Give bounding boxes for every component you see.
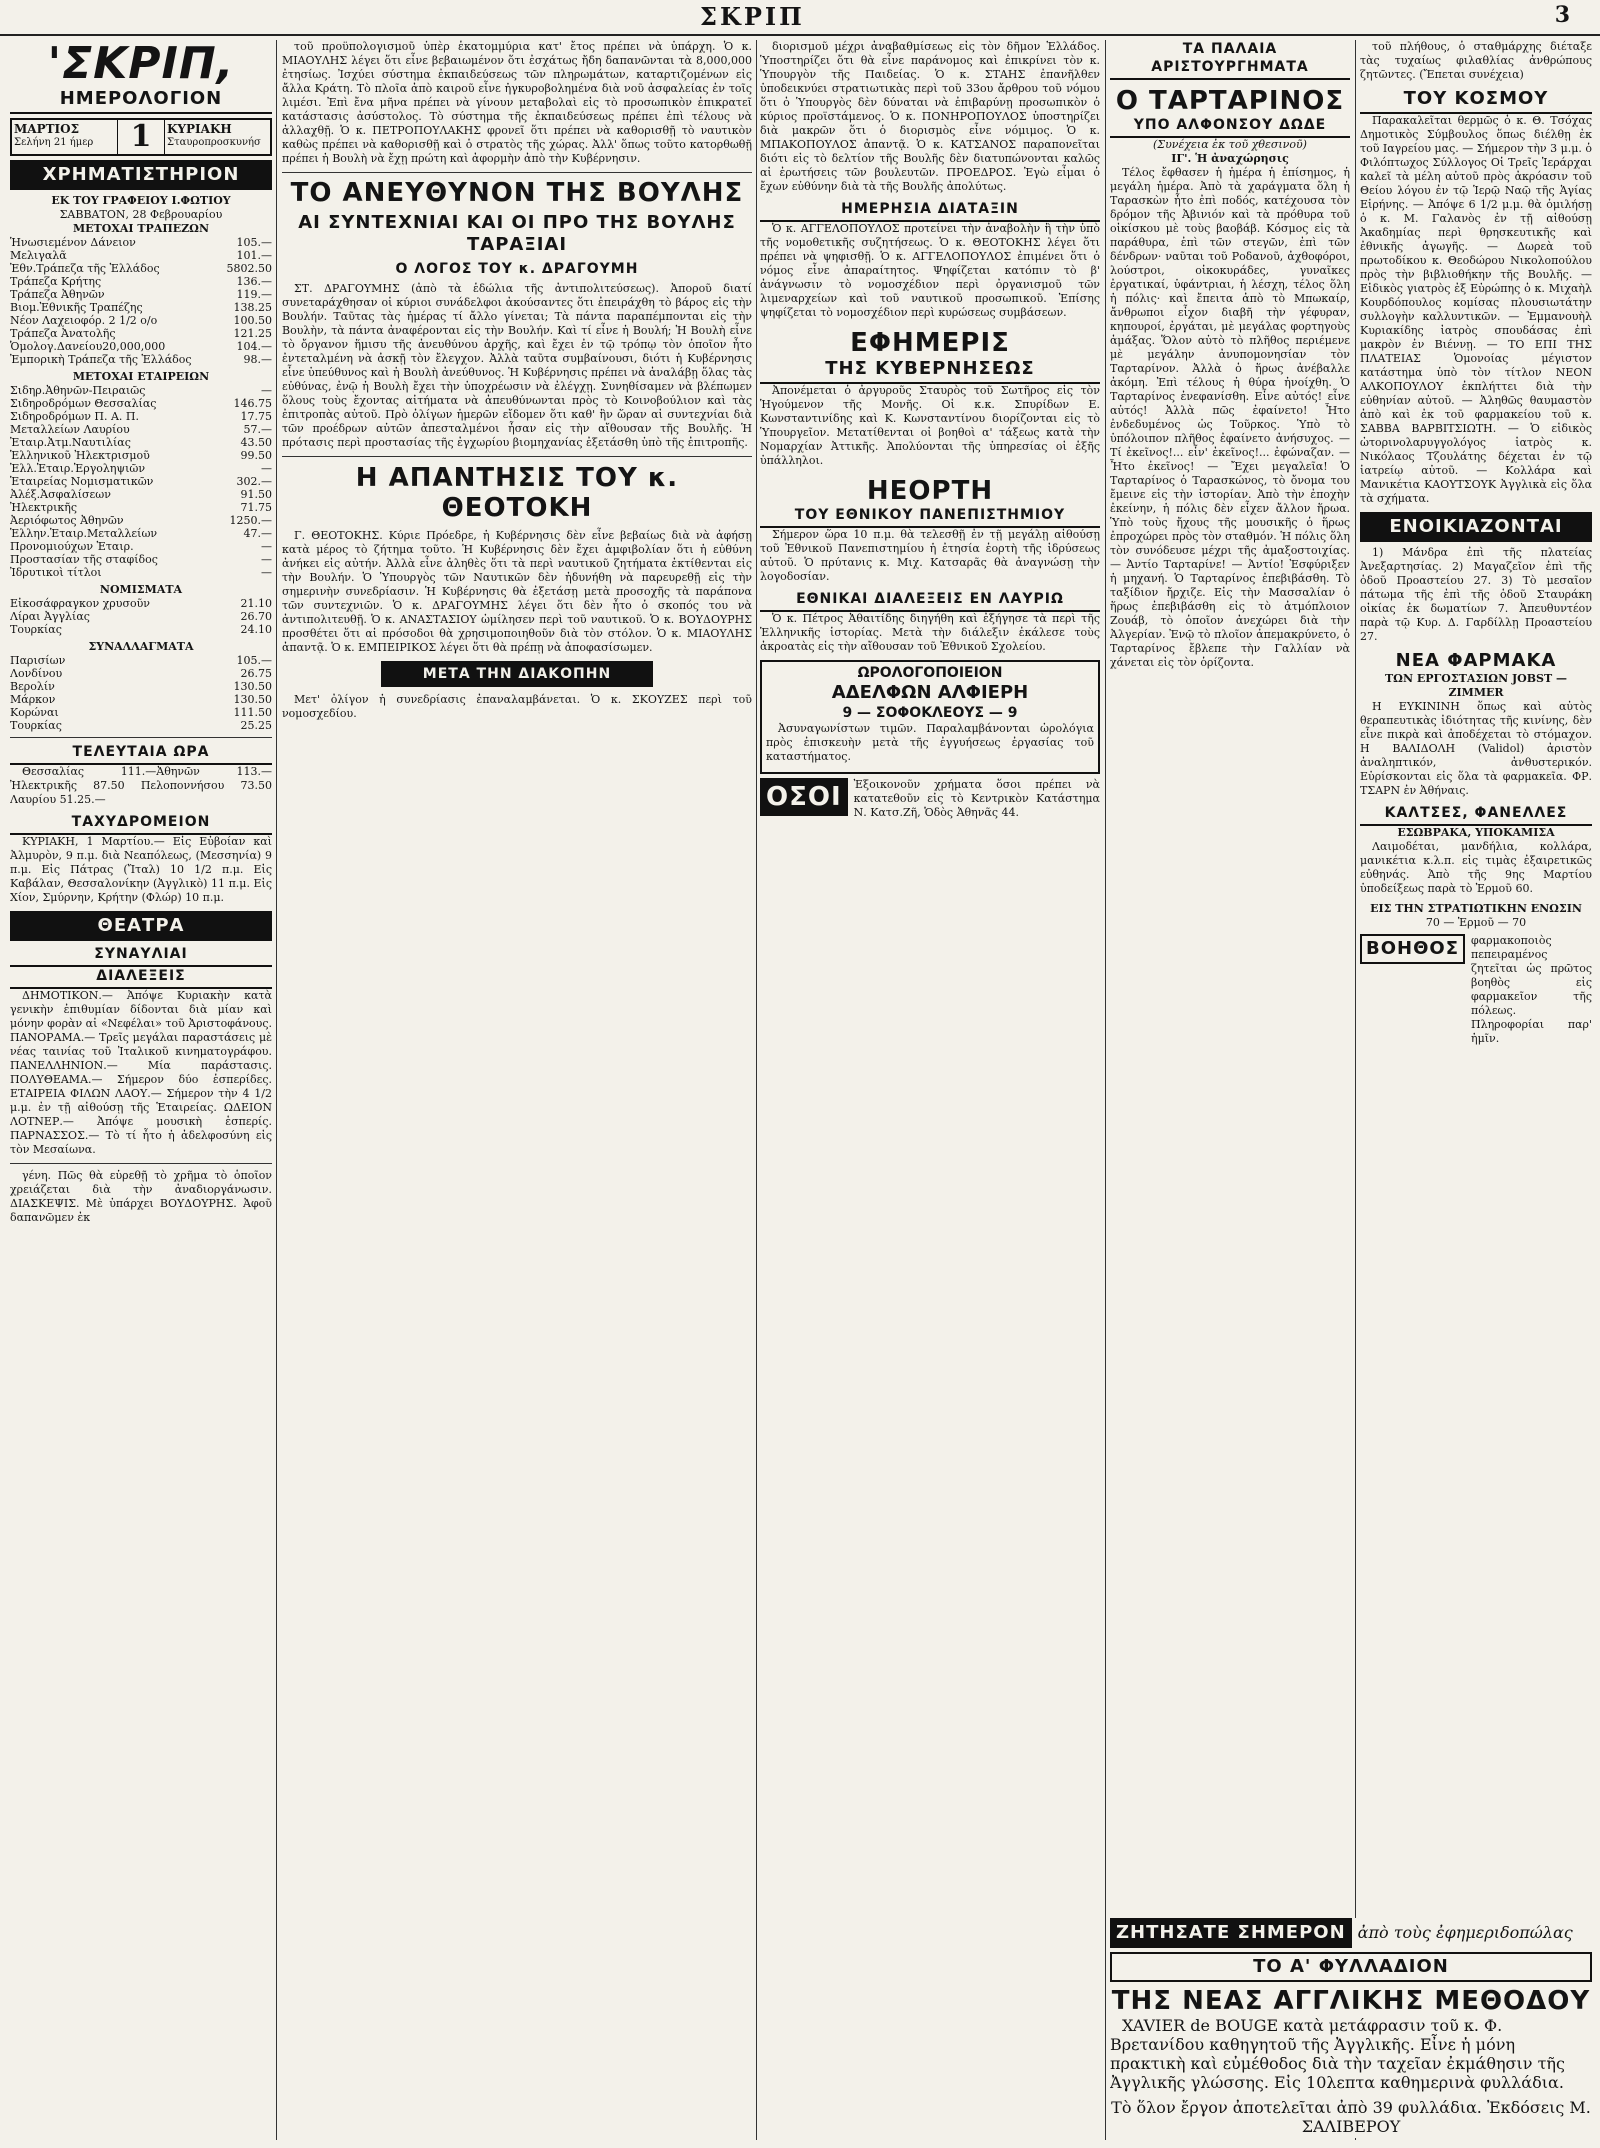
company-share-row	[10, 384, 272, 397]
agenda-heading: ΗΜΕΡΗΣΙΑ ΔΙΑΤΑΞΙΝ	[760, 200, 1100, 222]
fx-value: 105.—	[236, 654, 272, 667]
bank-share-row	[10, 314, 272, 327]
column3-top-text: διορισμοῦ μέχρι ἀναβαθμίσεως εἰς τὸν δῆμον Ἑλλάδος. Ὑποστηρίζει ὅτι θὰ εἶνε παράνομος καὶ ἐπικρίνει τὸν κ. Ὑπουργὸν τῆς Παιδείας. Ὁ κ. ΣΤΑΗΣ ἐπανῆλθεν ὑποδεικνύει στρατιωτικὰς περὶ τοῦ 33ου ἄρθρου τοῦ νόμου ὅτι ὁ Ὑπουργὸς δὲν δύναται νὰ ἐπιβαρύνῃ προσωπικὸν ὁ κύριος προϊστάμενος. Ὁ κ. ΠΟΝΗΡΟΠΟΥΛΟΣ ὑποστηρίζει διὰ μακρῶν ὅτι ὁ διορισμὸς εἶνε νόμιμος. Ὁ κ. ΜΠΑΚΟΠΟΥΛΟΣ ἀπαντᾷ. Ὁ κ. ΚΑΤΣΑΝΟΣ παραπονεῖται διότι εἰς τὸ δελτίον τῆς Βουλῆς δὲν διατυπώνονται καλῶς αἱ ἐρωτήσεις τῶν βουλευτῶν. ΠΡΟΕΔΡΟΣ. Ἐγὼ εἶμαι ὁ ἔχων εὐθύνην διὰ τὰ τῆς Βουλῆς ἀπολύτως.	[760, 40, 1100, 193]
page-number: 3	[1554, 2, 1570, 28]
english-method-publisher: Τὸ ὅλον ἔργον ἀποτελεῖται ἀπὸ 39 φυλλάδια. Ἐκδόσεις Μ. ΣΑΛΙΒΕΡΟΥ	[1111, 2098, 1591, 2136]
savings-ad-title: ΟΣΟΙ	[760, 778, 848, 816]
company-share-value: 91.50	[240, 488, 272, 501]
date-month: ΜΑΡΤΙΟΣ	[14, 122, 80, 136]
exchange-source: ΕΚ ΤΟΥ ΓΡΑΦΕΙΟΥ Ι.ΦΩΤΙΟΥ	[51, 194, 231, 207]
bank-share-label: Ἡνωσιεμένον Δάνειον	[10, 236, 136, 249]
ask-today-tail: ἀπὸ τοὺς ἐφημεριδοπώλας	[1357, 1923, 1573, 1942]
fx-row	[10, 693, 272, 706]
bank-share-label: Ἐθν.Τράπεζα τῆς Ἑλλάδος	[10, 262, 160, 275]
bank-share-label: Ὁμολογ.Δανείου20,000,000	[10, 340, 166, 353]
bank-share-row	[10, 262, 272, 275]
break-text: Μετ' ὀλίγον ἡ συνεδρίασις ἐπαναλαμβάνεται. Ὁ κ. ΣΚΟΥΖΕΣ περὶ τοῦ νομοσχεδίου.	[282, 693, 752, 720]
company-share-row	[10, 423, 272, 436]
column-rule	[1105, 40, 1106, 2140]
company-share-label: Μεταλλείων Λαυρίου	[10, 423, 130, 436]
savings-ad	[760, 778, 1100, 826]
company-share-label: Ἑλληνικοῦ Ἠλεκτρισμοῦ	[10, 449, 150, 462]
company-share-value: —	[261, 553, 272, 566]
bank-share-value: 121.25	[233, 327, 272, 340]
fx-label: Λονδίνου	[10, 667, 63, 680]
company-share-row	[10, 553, 272, 566]
company-share-value: —	[261, 462, 272, 475]
company-share-label: Ἠλεκτρικῆς	[10, 501, 78, 514]
feast-subheading: ΤΟΥ ΕΘΝΙΚΟΥ ΠΑΝΕΠΙΣΤΗΜΙΟΥ	[760, 506, 1100, 528]
theatres-heading: ΘΕΑΤΡΑ	[10, 911, 272, 941]
column5-top-text: τοῦ πλήθους, ὁ σταθμάρχης διέταξε τὰς τυχαίως φιλαθλίας ἀνθρώπους ζητῶντες. (Ἔπεται συνέχεια)	[1360, 40, 1592, 81]
fx-label: Παρισίων	[10, 654, 66, 667]
company-share-row	[10, 397, 272, 410]
company-share-row	[10, 475, 272, 488]
serial-author: ΥΠΟ ΑΛΦΟΝΣΟΥ ΔΩΔΕ	[1110, 116, 1350, 138]
company-share-label: Ἰδρυτικοὶ τίτλοι	[10, 566, 102, 579]
bank-share-row	[10, 340, 272, 353]
serial-series-heading: ΤΑ ΠΑΛΑΙΑ ΑΡΙΣΤΟΥΡΓΗΜΑΤΑ	[1110, 40, 1350, 80]
english-method-ad-header	[1110, 1918, 1592, 1948]
world-heading: ΤΟΥ ΚΟΣΜΟΥ	[1360, 88, 1592, 114]
store-address: 70 — Ἑρμοῦ — 70	[1425, 916, 1527, 929]
saint-day: Σταυροπροσκυνήσ	[167, 137, 261, 148]
coins-table	[10, 597, 272, 636]
bank-shares-table	[10, 236, 272, 366]
company-share-label: Ἑλλην.Ἑταιρ.Μεταλλείων	[10, 527, 158, 540]
company-share-label: Προστασίαν τῆς σταφίδος	[10, 553, 158, 566]
column-government	[760, 40, 1100, 2140]
assistant-ad-title: ΒΟΗΘΟΣ	[1360, 934, 1465, 964]
fx-value: 25.25	[240, 719, 272, 732]
bank-share-label: Νέον Λαχειοφόρ. 2 1/2 ο/ο	[10, 314, 158, 327]
fx-value: 130.50	[233, 693, 272, 706]
coin-row	[10, 610, 272, 623]
watchmaker-ad-name: ΑΔΕΛΦΩΝ ΑΛΦΙΕΡΗ	[831, 682, 1029, 703]
company-share-value: —	[261, 566, 272, 579]
savings-ad-text: Ἐξοικονοῦν χρήματα ὅσοι πρέπει νὰ κατατεθοῦν εἰς τὸ Κεντρικὸν Κατάστημα Ν. Κατσ.Ζῆ, Ὁδὸς Ἀθηνᾶς 44.	[853, 778, 1100, 819]
company-share-row	[10, 501, 272, 514]
masthead-title: ΣΚΡΙΠ	[700, 2, 805, 31]
company-shares-table	[10, 384, 272, 579]
fx-label: Βερολίν	[10, 680, 55, 693]
calendar-heading: ΗΜΕΡΟΛΟΓΙΟΝ	[10, 88, 272, 114]
column-rule	[756, 40, 757, 2140]
company-share-value: —	[261, 540, 272, 553]
exchange-heading: ΧΡΗΜΑΤΙΣΤΗΡΙΟΝ	[10, 160, 272, 190]
company-share-row	[10, 436, 272, 449]
bank-share-row	[10, 327, 272, 340]
speech-text: ΣΤ. ΔΡΑΓΟΥΜΗΣ (ἀπὸ τὰ ἑδώλια τῆς ἀντιπολιτεύσεως). Ἀποροῦ διατί συνεταράχθησαν οἱ κύριοι συνάδελφοι ἀκούσαντες ὅτι ἐπειράχθη τὸ βάρος εἰς τὴν Βουλήν. Ταῦτας τὰς ἡμέρας τί ἄλλο γίνεται; Τὰ πάντα παραπέμπονται εἰς τὴν Βουλὴν, τὰ πάντα ἀναφέρονται εἰς τὴν Βουλήν. Καὶ τί εἶνε ἡ Βουλή; Ἡ Βουλὴ εἶνε τὸ ὄργανον ἥμισυ τῆς ἀνευθύνου ἀρχῆς, καὶ ἔχει ἐν τῷ τρόπῳ τὸν ὁποῖον ἦτο ἐντεταλμένη νὰ ἀσκῇ τὸν ἔλεγχον. Ἀλλὰ ταῦτα συμβαίνουσι, διότι ἡ Κυβέρνησις εἶνε ὑπεύθυνος καὶ ἡ Βουλὴ ἀνεύθυνος. Ἡ Κυβέρνησις πρέπει νὰ ἀναλάβῃ ὅλας τὰς εὐθύνας, ἐνῷ ἡ Βουλὴ ἔχει τὴν ὑποχρέωσιν νὰ ἐλέγχῃ. Συνηθίσαμεν νὰ βλέπωμεν ὅλους τοὺς ἔχοντας αἰτήματα νὰ ἀπευθύνωνται πρὸς τὸ Κοινοβούλιον καὶ τὰς ἐπιτροπὰς αὐτοῦ. Πρὸ ὀλίγων ἡμερῶν εἴδομεν ὅτι καθ' ἣν ὥραν αἱ συντεχνίαι διὰ τῶν προέδρων αὐτῶν ἀπεσταλμένοι ἦσαν εἰς τὴν αἴθουσαν τῆς Βουλῆς. Ἡ πρότασις περὶ προστασίας τῆς ἐγχωρίου βιομηχανίας ἐξετάσθη ὑπὸ τῆς ἐπιτροπῆς.	[282, 282, 752, 449]
rent-heading: ΕΝΟΙΚΙΑΖΟΝΤΑΙ	[1360, 512, 1592, 542]
bank-share-value: 104.—	[236, 340, 272, 353]
exchange-date: ΣΑΒΒΑΤΟΝ, 28 Φεβρουαρίου	[59, 208, 223, 221]
date-weekday: ΚΥΡΙΑΚΗ	[167, 122, 232, 136]
feast-heading: ΗΕΟΡΤΗ	[866, 476, 994, 506]
watchmaker-ad-title: ΩΡΟΛΟΓΟΠΟΙΕΙΟΝ	[857, 665, 1003, 681]
column1-closing-text: γένη. Πῶς θὰ εὑρεθῇ τὸ χρῆμα τὸ ὁποῖον χρειάζεται διὰ τὴν ἀναδιοργάνωσιν. ΔΙΑΣΚΕΨΙΣ. Μὲ ὑπάρχει ΒΟΥΔΟΥΡΗΣ. Ἀφοῦ δαπανῶμεν ἐκ	[10, 1169, 272, 1224]
drugs-subheading: ΤΩΝ ΕΡΓΟΣΤΑΣΙΩΝ JOBST — ZIMMER	[1384, 672, 1568, 699]
company-share-label: Ἀλέξ.Ἀσφαλίσεων	[10, 488, 111, 501]
company-share-label: Ἑταιρείας Νομισματικῶν	[10, 475, 154, 488]
bank-share-value: 98.—	[243, 353, 272, 366]
column-exchange	[10, 40, 272, 2140]
coin-value: 26.70	[240, 610, 272, 623]
drugs-text: Η ΕΥΚΙΝΙΝΗ ὅπως καὶ αὐτὸς θεραπευτικὰς ἰδιότητας τῆς κινίνης, δὲν εἶνε πικρὰ καὶ ἀποδέχεται τὸ στόμαχον. Η ΒΑΛΙΔΟΛΗ (Validol) ἀριστὸν ἀναληπτικόν, ἀνθυστερικόν. Εὑρίσκονται εἰς ὅλα τὰ φαρμακεῖα. ΦΡ. ΤΣΑΡΝ ἐν Ἀθήναις.	[1360, 700, 1592, 797]
bank-share-label: Τράπεζα Ἀνατολῆς	[10, 327, 116, 340]
bank-share-value: 138.25	[233, 301, 272, 314]
company-share-row	[10, 462, 272, 475]
company-share-value: 47.—	[243, 527, 272, 540]
store-heading: ΕΙΣ ΤΗΝ ΣΤΡΑΤΙΩΤΙΚΗΝ ΕΝΩΣΙΝ	[1370, 902, 1582, 915]
english-method-ad	[1110, 1918, 1592, 2138]
world-text: Παρακαλεῖται θερμῶς ὁ κ. Θ. Τσόχας Δημοτικὸς Σύμβουλος ὅπως διέλθῃ ἐκ τοῦ Ιαγρείου μας. — Σήμερον τὴν 3 μ.μ. ὁ Φιλόπτωχος Σύλλογος Οἱ Τρεῖς Ἱεράρχαι καλεῖ τὰ μέλη αὐτοῦ πρὸς ἀκρόασιν τοῦ Θείου λόγου ἐν τῷ Ἱερῷ Ναῷ τῆς Ἁγίας Εἰρήνης. — Ἀπόψε 6 1/2 μ.μ. θὰ ὁμιλήσῃ ὁ κ. Μ. Γαλανὸς ἐν τῇ αἰθούσῃ Ἀκαδημίας περὶ θρησκευτικῆς καὶ ἐθνικῆς ἀγωγῆς. — Δωρεὰ τοῦ πρωτοδίκου κ. Θεοδώρου Νικολοπούλου πρὸς τὴν βιβλιοθήκην τῆς Βουλῆς. — Εἰδικὸς γιατρὸς ἐξ Εὐρώπης ὁ κ. Μιχαὴλ Κουρδόπουλος κομίσας πλουσιωτάτην συλλογὴν καλλυντικῶν. — Ἐμμανουὴλ Κυριακίδης ἰατρὸς σπουδάσας ἐπὶ μακρὸν ἐν Βιέννῃ. — ΤΟ ΕΠΙ ΤΗΣ ΠΛΑΤΕΙΑΣ Ὁμονοίας μέγιστον κατάστημα ὑπὸ τὸν τίτλον ΝΕΟΝ ΑΛΚΟΠΟΥΛΟΥ ἐκπλήττει διὰ τὴν εὐθηνίαν αὐτοῦ. — Ἀληθῶς θαυμαστὸν ἀπὸ καὶ ἐκ τοῦ φαρμακείου τοῦ κ. ΣΑΒΒΑ ΒΑΡΒΙΤΣΙΩΤΗ. — Ὁ εἰδικὸς ὠτορινολαρυγγολόγος ἰατρὸς κ. Νικόλαος Τζουλάτης δέχεται ἐν τῷ ἰατρείῳ αὐτοῦ. — Κολλάρα καὶ Μανικέτια ΚΑΟΥΤΣΟΥΚ Ἀγγλικὰ εἰς ὅλα τὰ σχήματα.	[1360, 114, 1592, 505]
main-headline: ΤΟ ΑΝΕΥΘΥΝΟΝ ΤΗΣ ΒΟΥΛΗΣ	[290, 178, 744, 208]
lavrion-lectures-heading: ΕΘΝΙΚΑΙ ΔΙΑΛΕΞΕΙΣ ΕΝ ΛΑΥΡΙΩ	[760, 590, 1100, 612]
company-share-row	[10, 566, 272, 579]
coin-value: 21.10	[240, 597, 272, 610]
rent-text: 1) Μάνδρα ἐπὶ τῆς πλατείας Ἀνεξαρτησίας. 2) Μαγαζεῖον ἐπὶ τῆς ὁδοῦ Προαστείου 27. 3) Τὸ μεσαῖον πάτωμα τῆς ἐπὶ τῆς ὁδοῦ Σταυράκη οἰκίας ἐκ δωματίων 7. Ἀπευθυντέον παρὰ τῷ Κυρ. Δ. Γαρδίλλῃ Προαστείου 27.	[1360, 546, 1592, 643]
company-share-label: Προνομιούχων Ἑταιρ.	[10, 540, 134, 553]
newspaper-logo: 'ΣΚΡΙΠ,	[47, 40, 235, 89]
company-share-row	[10, 488, 272, 501]
last-hour-heading: ΤΕΛΕΥΤΑΙΑ ΩΡΑ	[10, 743, 272, 765]
company-share-row	[10, 449, 272, 462]
coin-label: Τουρκίας	[10, 623, 62, 636]
company-share-row	[10, 514, 272, 527]
divider	[282, 456, 752, 457]
theatres-text: ΔΗΜΟΤΙΚΟΝ.— Ἀπόψε Κυριακὴν κατὰ γενικὴν ἐπιθυμίαν δίδονται διὰ μίαν καὶ μόνην φορὰν αἱ «Νεφέλαι» τοῦ Ἀριστοφάνους. ΠΑΝΟΡΑΜΑ.— Τρεῖς μεγάλαι παραστάσεις μὲ νέας ταινίας τοῦ Ἰταλικοῦ κινηματογράφου. ΠΑΝΕΛΛΗΝΙΟΝ.— Μία παράστασις. ΠΟΛΥΘΕΑΜΑ.— Σήμερον δύο ἑσπερίδες. ΕΤΑΙΡΕΙΑ ΦΙΛΩΝ ΛΑΟΥ.— Σήμερον τὴν 4 1/2 μ.μ. ἐν τῇ αἰθούσῃ τῆς Ἑταιρείας. ΩΔΕΙΟΝ ΛΟΤΝΕΡ.— Ἀπόψε μουσικὴ ἑσπερίς. ΠΑΡΝΑΣΣΟΣ.— Τὸ τί ἦτο ἡ ἀδελφοσύνη εἰς τὸν Μεσαίωνα.	[10, 989, 272, 1156]
gazette-subheading: ΤΗΣ ΚΥΒΕΡΝΗΣΕΩΣ	[760, 358, 1100, 384]
assistant-ad-text: φαρμακοποιὸς πεπειραμένος ζητεῖται ὡς πρῶτος βοηθὸς εἰς φαρμακεῖον τῆς πόλεως. Πληροφορίαι παρ' ἡμῖν.	[1471, 934, 1592, 1045]
reply-heading: Η ΑΠΑΝΤΗΣΙΣ ΤΟΥ κ. ΘΕΟΤΟΚΗ	[355, 463, 679, 523]
speech-heading: Ο ΛΟΓΟΣ ΤΟΥ κ. ΔΡΑΓΟΥΜΗ	[395, 261, 639, 277]
english-method-text: XAVIER de BOUGE κατὰ μετάφρασιν τοῦ κ. Φ. Βρετανίδου καθηγητοῦ τῆς Ἀγγλικῆς. Εἶνε ἡ μόνη πρακτικὴ καὶ εὐμέθοδος διὰ τὴν ταχεῖαν ἐκμάθησιν τῆς Ἀγγλικῆς γλώσσης. Εἰς 10λεπτα καθημερινὰ φυλλάδια.	[1110, 2016, 1565, 2092]
column-society	[1357, 40, 1592, 2140]
company-share-row	[10, 540, 272, 553]
company-share-row	[10, 527, 272, 540]
fx-label: Μάρκον	[10, 693, 56, 706]
bank-share-row	[10, 236, 272, 249]
company-share-value: 17.75	[240, 410, 272, 423]
column-serial	[1110, 40, 1350, 2140]
coin-value: 24.10	[240, 623, 272, 636]
coin-row	[10, 623, 272, 636]
company-share-value: 57.—	[243, 423, 272, 436]
coin-row	[10, 597, 272, 610]
moon-phase: Σελήνη 21 ήμερ	[14, 137, 94, 148]
fx-row	[10, 706, 272, 719]
column-rule	[1355, 40, 1356, 2140]
fx-value: 26.75	[240, 667, 272, 680]
company-share-label: Ἐλλ.Ἑταιρ.Ἐργοληψιῶν	[10, 462, 146, 475]
drugs-heading: ΝΕΑ ΦΑΡΜΑΚΑ	[1395, 650, 1557, 671]
serial-title: Ο ΤΑΡΤΑΡΙΝΟΣ	[1115, 86, 1345, 116]
company-share-value: 99.50	[240, 449, 272, 462]
company-share-value: —	[261, 384, 272, 397]
fx-heading: ΣΥΝΑΛΛΑΓΜΑΤΑ	[88, 640, 194, 653]
parliament-top-text: τοῦ προϋπολογισμοῦ ὑπὲρ ἑκατομμύρια κατ' ἔτος πρέπει νὰ ὑπάρχη. Ὁ κ. ΜΙΑΟΥΛΗΣ λέγει ὅτι εἶνε βεβαιωμένον ὅτι ἐσχάτως ἤδη δαπανῶνται τὰ 8,000,000 ἐτησίως. Ἰσχύει σύστημα ἐκπαιδεύσεως τῶν πληρωμάτων, καταρτιζομένων εἰς ἄλλα Κράτη. Τὸ πλοῖα ἀπὸ καιροῦ εἶνε ἠγκυροβολημένα διὰ νοῦ ἀσφαλείας ἐν τοῖς λιμέσι. Ἐπὶ ἔνα μῆνα πρέπει νὰ γίνουν μεταβολαὶ εἰς τὸ προσωπικὸν ἐπικρατεῖ κατάστασις ἀσύστολος. Τὸ σύστημα τῆς ἐκπαιδεύσεως πρέπει ἐπὶ τέλους νὰ ἀλλαχθῇ. Ὁ κ. ΠΕΤΡΟΠΟΥΛΑΚΗΣ φρονεῖ ὅτι πρέπει νὰ καθορισθῇ τὸ ναυτικὸν καθὼς πρέπει νὰ καθορισθῇ καὶ ὁ στρατὸς τῆς χώρας. Ἀλλ' ὅπως τοῦτο κατορθωθῇ πρέπει ἡ Βουλὴ νὰ ἔχῃ πρώτη καὶ ἀφορμὴν ἀπὸ τὴν Κυβέρνησιν.	[282, 40, 752, 165]
date-weekday-block	[164, 120, 270, 154]
masthead	[0, 0, 1600, 36]
concerts-heading: ΣΥΝΑΥΛΙΑΙ	[10, 945, 272, 967]
socks-subheading: ΕΣΩΒΡΑΚΑ, ΥΠΟΚΑΜΙΣΑ	[1397, 826, 1555, 839]
company-share-label: Σιδηροδρόμων Θεσσαλίας	[10, 397, 157, 410]
serial-chapter: ΙΓ'. Ἡ ἀναχώρησις	[1171, 152, 1289, 165]
company-share-label: Ἀεριόφωτος Ἀθηνῶν	[10, 514, 124, 527]
main-subheadline: ΑΙ ΣΥΝΤΕΧΝΙΑΙ ΚΑΙ ΟΙ ΠΡΟ ΤΗΣ ΒΟΥΛΗΣ ΤΑΡΑΞΙΑΙ	[298, 212, 736, 255]
bank-share-value: 5802.50	[226, 262, 272, 275]
bank-share-row	[10, 249, 272, 262]
bank-share-value: 100.50	[233, 314, 272, 327]
lavrion-lectures-text: Ὁ κ. Πέτρος Ἀθαιτίδης διηγήθη καὶ ἐξήγησε τὰ περὶ τῆς Ἑλληνικῆς ἱστορίας. Μετὰ τὴν διάλεξιν ἐκάλεσε τοὺς ἀκροατὰς εἰς τὴν αἴθουσαν τοῦ Ἐθνικοῦ Σχολείου.	[760, 612, 1100, 653]
company-share-value: 71.75	[240, 501, 272, 514]
fx-label: Τουρκίας	[10, 719, 62, 732]
bank-share-value: 119.—	[236, 288, 272, 301]
bank-share-label: Ἐμπορικὴ Τράπεζα τῆς Ἑλλάδος	[10, 353, 192, 366]
fx-value: 111.50	[233, 706, 272, 719]
lectures-heading: ΔΙΑΛΕΞΕΙΣ	[10, 967, 272, 989]
break-heading: ΜΕΤΑ ΤΗΝ ΔΙΑΚΟΠΗΝ	[381, 661, 653, 687]
company-share-value: 43.50	[240, 436, 272, 449]
banks-heading: ΜΕΤΟΧΑΙ ΤΡΑΠΕΖΩΝ	[72, 222, 209, 235]
english-method-title: ΤΗΣ ΝΕΑΣ ΑΓΓΛΙΚΗΣ ΜΕΘΟΔΟΥ	[1111, 1986, 1591, 2016]
feast-text: Σήμερον ὥρα 10 π.μ. θὰ τελεσθῇ ἐν τῇ μεγάλῃ αἰθούσῃ τοῦ Ἐθνικοῦ Πανεπιστημίου ἡ ἐτησία ἑορτὴ τῆς ἱδρύσεως αὐτοῦ. Ὁ πρύτανις κ. Μιχ. Κατσαρᾶς θὰ ἀναγνώσῃ τὴν λογοδοσίαν.	[760, 528, 1100, 583]
gazette-heading: ΕΦΗΜΕΡΙΣ	[850, 328, 1010, 358]
watchmaker-ad	[760, 660, 1100, 774]
date-box	[10, 118, 272, 156]
bank-share-row	[10, 353, 272, 366]
gazette-text: Ἀπονέμεται ὁ ἀργυροῦς Σταυρὸς τοῦ Σωτῆρος εἰς τὸν Ἡγούμενον τῆς Μονῆς. Οἱ κ.κ. Σπυρίδων Ε. Κωνσταντινίδης καὶ Κ. Κωνσταντίνου διορίζονται εἰς τὸ Ὑπουργεῖον. Μετατίθενται οἱ βοηθοὶ α' τάξεως κατὰ τὴν Νομαρχίαν Ἀττικῆς. Ἀπολύονται τῆς ὑπηρεσίας οἱ ἑξῆς ὑπάλληλοι.	[760, 384, 1100, 467]
assistant-ad	[1360, 934, 1592, 1052]
fx-table	[10, 654, 272, 732]
fx-value: 130.50	[233, 680, 272, 693]
divider	[282, 172, 752, 173]
company-share-value: 1250.—	[229, 514, 272, 527]
watchmaker-ad-text: Ἀσυναγωνίστων τιμῶν. Παραλαμβάνονται ὡρολόγια πρὸς ἐπισκευὴν μετὰ τῆς ἐγγυήσεως ἐργασίας τοῦ καταστήματος.	[766, 722, 1094, 763]
fx-row	[10, 667, 272, 680]
coin-label: Εἰκοσάφραγκον χρυσοῦν	[10, 597, 150, 610]
bank-share-value: 101.—	[236, 249, 272, 262]
first-issue-label: ΤΟ Α' ΦΥΛΛΑΔΙΟΝ	[1110, 1952, 1592, 1982]
bank-share-label: Μελιγαλᾶ	[10, 249, 67, 262]
date-month-block	[12, 120, 118, 154]
socks-text: Λαιμοδέται, μανδήλια, κολλάρα, μανικέτια κ.λ.π. εἰς τιμὰς ἐξαιρετικῶς εὐθηνάς. Ἀπὸ τῆς 9ης Μαρτίου ὑποδείξεως παρὰ τὸ Ἑρμοῦ 60.	[1360, 840, 1592, 895]
company-share-label: Σιδηρ.Ἀθηνῶν-Πειραιῶς	[10, 384, 146, 397]
bank-share-value: 105.—	[236, 236, 272, 249]
company-share-row	[10, 410, 272, 423]
serial-text: Τέλος ἔφθασεν ἡ ἡμέρα ἡ ἐπίσημος, ἡ μεγάλη ἡμέρα. Ἀπὸ τὰ χαράγματα ὅλη ἡ Ταρασκὼν ἦτο ἐπὶ ποδός, κατέχουσα τὸν δρόμον τῆς Ἀβινιόν καὶ τὰ πρόθυρα τοῦ οἰκίσκου μὲ τοὺς βαοβάβ. Κόσμος εἰς τὰ παράθυρα, ἐπὶ τῶν στεγῶν, ἐπὶ τῶν δένδρων· ναῦται τοῦ Ροδανοῦ, ἀχθοφόροι, λούστροι, οἰκοκυράδες, γυναῖκες ἐργατικαί, ὑφάντριαι, ἡ λέσχη, τέλος ὅλη ἡ πόλις· καὶ ἔπειτα ἀπὸ τὸ Μπωκαίρ, ἄνθρωποι εἶχον διαβῆ τὴν γέφυραν, κηπουροί, ἐργάται, μὲ μεγάλας φορτηγοὺς ἁμάξας. Ὅλον αὐτὸ τὸ πλῆθος περιέμενε μὲ μεγάλην ἀνυπομονησίαν τὸν Ταρταρίνον. Ἀλλὰ ὁ ἥρως ἀνέβαλλε ἀκόμη. Ἐπὶ τέλους ἡ θύρα ἠνοίχθη. Ὁ Ταρταρίνος ἐνεφανίσθη. Εἶνε αὐτός! εἶνε αὐτός! Ἀλλὰ πῶς ἐφαίνετο! Ἦτο ἐνδεδυμένος ὡς Τοῦρκος. Ὑπὸ τὸ ὑπόλοιπον πλῆθος ἐφαίνετο ἀνήσυχος. — Τί ἐκεῖνος!... εἶν' ἐκεῖνος!... ἐφώναζαν. — Ἦτο ἐκεῖνος! — Ἔχει μεγαλεῖα! Ὁ Ταρταρίνος ὁ Ταρασκώνος, τὸ ὄνομα του ἔμεινε εἰς τὴν ἱστορίαν. Ἀπὸ τὴν ἐποχὴν ἐκείνην, ἡ πόλις δὲν εἶχεν ἄλλον ἥρωα. Ὑπὸ τοὺς ἤχους τῆς μουσικῆς ὁ ἥρως ἐπροχώρει πρὸς τὸν σταθμόν. Ἡ πόλις ὅλη τὸν συνόδευσε μέχρι τῆς ἀμαξοστοιχίας. — Ἀντίο Ταρταρίνε! — Ἀντίο! Ἐσφύριξεν ἡ μηχανή. Ὁ Ταρταρίνος ἐπεβιβάσθη. Τὸ ταξίδιον ἤρχιζε. Εἰς τὴν Μασσαλίαν ὁ ἥρως ἐπεβιβάσθη εἰς τὸ ἀτμόπλοιον Ζουάβ, τὸ ὁποῖον ἀνεχώρει διὰ τὴν Ἀλγερίαν. Ἐνῷ τὸ πλοῖον ἀπεμακρύνετο, ὁ Ταρταρίνος ἔβλεπε τὴν Γαλλίαν νὰ χάνεται εἰς τὸν ὁρίζοντα.	[1110, 166, 1350, 669]
reply-text: Γ. ΘΕΟΤΟΚΗΣ. Κύριε Πρόεδρε, ἡ Κυβέρνησις δὲν εἶνε βεβαίως διὰ νὰ ἀφήσῃ κατὰ μέρος τὸ ζήτημα τοῦτο. Ἡ Κυβέρνησις δὲν ἔχει ἀμφιβολίαν ὅτι ἡ εὐθύνη ἀνήκει εἰς αὐτήν. Ἀλλὰ εἶνε ἀληθὲς ὅτι τὰ περὶ ναυτικοῦ ζητήματα ἐκτίθενται εἰς τὴν Βουλήν. Ὁ Ὑπουργὸς τῶν Ναυτικῶν δὲν ἠδυνήθη νὰ παρευρεθῇ εἰς τὴν σημερινὴν συνεδρίασιν. Ἡ Κυβέρνησις θὰ ἐξετάσῃ μετὰ προσοχῆς τὰ παράπονα τῶν συντεχνιῶν. Ὁ κ. ΔΡΑΓΟΥΜΗΣ λέγει ὅτι δὲν ἦτο ὁ σκοπός του νὰ ἀντιπολιτευθῇ. Ὁ κ. ΑΝΑΣΤΑΣΙΟΥ ὡμίλησεν περὶ τοῦ ναυτικοῦ. Ὁ κ. ΒΟΥΔΟΥΡΗΣ προσθέτει ὅτι αἱ πρόσοδοι θὰ χρησιμοποιηθοῦν διὰ τὸν στόλον. Ὁ κ. ΜΙΑΟΥΛΗΣ ἀπαντᾷ. Ὁ κ. ΕΜΠΕΙΡΙΚΟΣ λέγει ὅτι θὰ πρέπῃ νὰ ἀποφασίσωμεν.	[282, 529, 752, 654]
divider	[10, 737, 272, 738]
bank-share-label: Βιομ.Ἐθνικῆς Τραπέζης	[10, 301, 143, 314]
bank-share-label: Τράπεζα Κρήτης	[10, 275, 102, 288]
company-share-label: Ἐταιρ.Ἀτμ.Ναυτιλίας	[10, 436, 131, 449]
bank-share-label: Τράπεζα Ἀθηνῶν	[10, 288, 105, 301]
fx-label: Κορώναι	[10, 706, 59, 719]
coin-label: Λίραι Ἀγγλίας	[10, 610, 90, 623]
companies-heading: ΜΕΤΟΧΑΙ ΕΤΑΙΡΕΙΩΝ	[72, 370, 210, 383]
company-share-value: 146.75	[233, 397, 272, 410]
company-share-value: 302.—	[236, 475, 272, 488]
fx-row	[10, 719, 272, 732]
company-share-label: Σιδηροδρόμων Π. Α. Π.	[10, 410, 140, 423]
watchmaker-ad-address: 9 — ΣΟΦΟΚΛΕΟΥΣ — 9	[842, 705, 1018, 721]
date-day: 1	[130, 119, 152, 154]
post-text: ΚΥΡΙΑΚΗ, 1 Μαρτίου.— Εἰς Εὐβοίαν καὶ Ἀλμυρὸν, 9 π.μ. διὰ Νεαπόλεως, (Μεσσηνία) 9 π.μ. Εἰς Πάτρας (Ἴταλ) 10 1/2 π.μ. Εἰς Καβάλαν, Θεσσαλονίκην (Ἀγγλικὸ) 11 π.μ. Εἰς Χίον, Σμύρνην, Κρήτην (Φλώρ) 10 π.μ.	[10, 835, 272, 904]
fx-row	[10, 680, 272, 693]
bank-share-row	[10, 288, 272, 301]
serial-continued: (Συνέχεια ἐκ τοῦ χθεσινοῦ)	[1153, 138, 1307, 151]
socks-heading: ΚΑΛΤΣΕΣ, ΦΑΝΕΛΛΕΣ	[1360, 804, 1592, 826]
agenda-text: Ὁ κ. ΑΓΓΕΛΟΠΟΥΛΟΣ προτείνει τὴν ἀναβολὴν ἢ τὴν ὑπὸ τῆς νομοθετικῆς συζητήσεως. Ὁ κ. ΘΕΟΤΟΚΗΣ λέγει ὅτι πρέπει νὰ ψηφισθῇ. Ὁ κ. ΑΓΓΕΛΟΠΟΥΛΟΣ ἐπιμένει ὅτι ὁ νόμος εἶνε ἀπαραίτητος. Ψηφίζεται κατόπιν τὸ β' ἀνάγνωσιν τὸ νομοσχέδιον περὶ ὀργανισμοῦ τῶν λιμεναρχείων καὶ τοῦ ναυτικοῦ προσωπικοῦ. Ἐπίσης ψηφίζεται τὸ νομοσχέδιον περὶ κυρώσεως συμβάσεων.	[760, 222, 1100, 319]
bank-share-row	[10, 301, 272, 314]
column-rule	[276, 40, 277, 2140]
fx-row	[10, 654, 272, 667]
bank-share-row	[10, 275, 272, 288]
divider	[10, 1163, 272, 1164]
column-parliament	[282, 40, 752, 2140]
coins-heading: ΝΟΜΙΣΜΑΤΑ	[99, 583, 183, 596]
ask-today-label: ΖΗΤΗΣΑΤΕ ΣΗΜΕΡΟΝ	[1110, 1918, 1352, 1948]
post-heading: ΤΑΧΥΔΡΟΜΕΙΟΝ	[10, 813, 272, 835]
bank-share-value: 136.—	[236, 275, 272, 288]
last-hour-text: Θεσσαλίας 111.—Ἀθηνῶν 113.— Ἠλεκτρικῆς 87.50 Πελοποννήσου 73.50 Λαυρίου 51.25.—	[10, 765, 272, 806]
